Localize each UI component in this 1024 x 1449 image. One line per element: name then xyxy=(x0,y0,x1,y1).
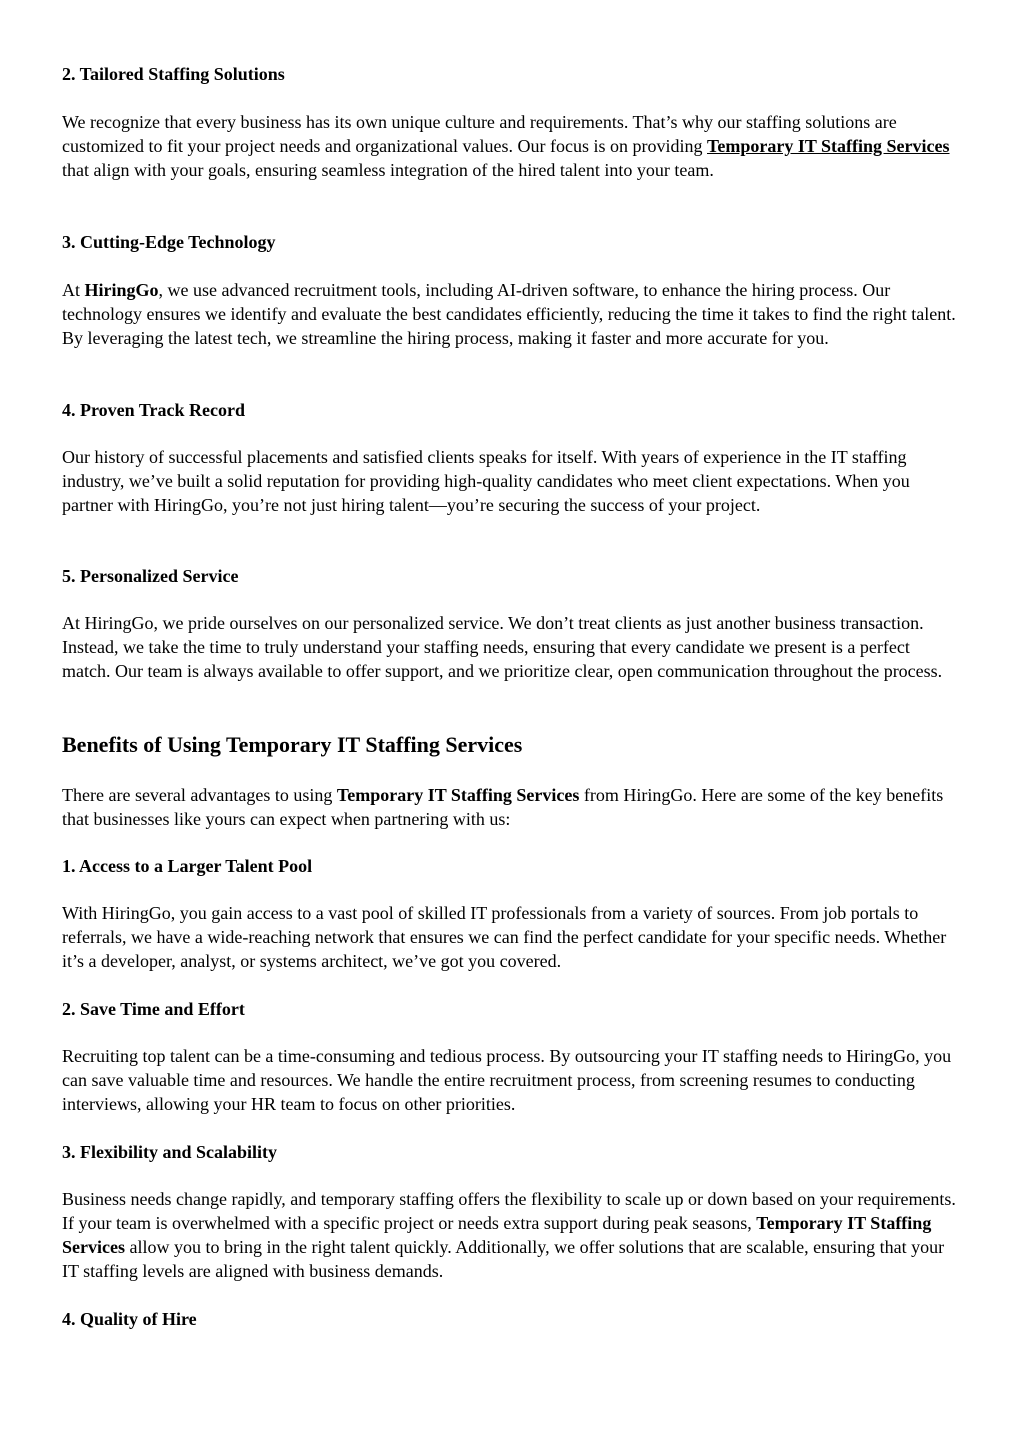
service-name: Temporary IT Staffing Services xyxy=(336,785,580,805)
benefit-heading: 3. Flexibility and Scalability xyxy=(62,1142,278,1162)
section-paragraph: At HiringGo, we use advanced recruitment tools, including AI-driven software, to enhance the hiring process. Our technology ensures we identify and evaluate the best candidates efficiently, reducing the time it takes to find the right talent. By leveraging the latest tech, we streamline the hiring process, making it faster and more accurate for you. xyxy=(62,280,956,348)
section-paragraph: We recognize that every business has its own unique culture and requirements. That’s why our staffing solutions are customized to fit your project needs and organizational values. Our focus is on providing Temporary IT Staffing Services that align with your goals, ensuring seamless integration of the hired talent into your team. xyxy=(62,112,950,180)
section-paragraph: Our history of successful placements and satisfied clients speaks for itself. With years of experience in the IT staffing industry, we’ve built a solid reputation for providing high-quality candidates who meet client expectations. When you partner with HiringGo, you’re not just hiring talent—you’re securing the success of your project. xyxy=(62,447,910,515)
section-heading: 5. Personalized Service xyxy=(62,566,239,586)
benefit-paragraph: With HiringGo, you gain access to a vast pool of skilled IT professionals from a variety of sources. From job portals to referrals, we have a wide-reaching network that ensures we can find the perfect candidate for your specific needs. Whether it’s a developer, analyst, or systems architect, we’ve got you covered. xyxy=(62,903,947,971)
section-paragraph: At HiringGo, we pride ourselves on our personalized service. We don’t treat clients as just another business transaction. Instead, we take the time to truly understand your staffing needs, ensuring that every candidate we present is a perfect match. Our team is always available to offer support, and we prioritize clear, open communication throughout the process. xyxy=(62,613,943,681)
benefit-heading: 1. Access to a Larger Talent Pool xyxy=(62,856,313,876)
benefit-heading: 4. Quality of Hire xyxy=(62,1309,197,1329)
brand-name: HiringGo xyxy=(84,280,159,300)
temporary-it-staffing-link[interactable]: Temporary IT Staffing Services xyxy=(707,136,950,156)
benefit-paragraph: Recruiting top talent can be a time-consuming and tedious process. By outsourcing your IT staffing needs to HiringGo, you can save valuable time and resources. We handle the entire recruitment process, from screening resumes to conducting interviews, allowing your HR team to focus on other priorities. xyxy=(62,1046,952,1114)
benefit-paragraph: Business needs change rapidly, and temporary staffing offers the flexibility to scale up or down based on your requirements. If your team is overwhelmed with a specific project or needs extra support during peak seasons, Temporary IT Staffing Services allow you to bring in the right talent quickly. Additionally, we offer solutions that are scalable, ensuring that your IT staffing levels are aligned with business demands. xyxy=(62,1189,956,1281)
service-name: Temporary IT Staffing Services xyxy=(62,1213,932,1257)
benefits-title: Benefits of Using Temporary IT Staffing Services xyxy=(62,732,523,757)
section-heading: 4. Proven Track Record xyxy=(62,400,245,420)
section-heading: 3. Cutting-Edge Technology xyxy=(62,232,276,252)
benefits-intro: There are several advantages to using Temporary IT Staffing Services from HiringGo. Here are some of the key benefits that businesses like yours can expect when partnering with us: xyxy=(62,785,944,829)
benefit-heading: 2. Save Time and Effort xyxy=(62,999,245,1019)
section-heading: 2. Tailored Staffing Solutions xyxy=(62,64,285,84)
